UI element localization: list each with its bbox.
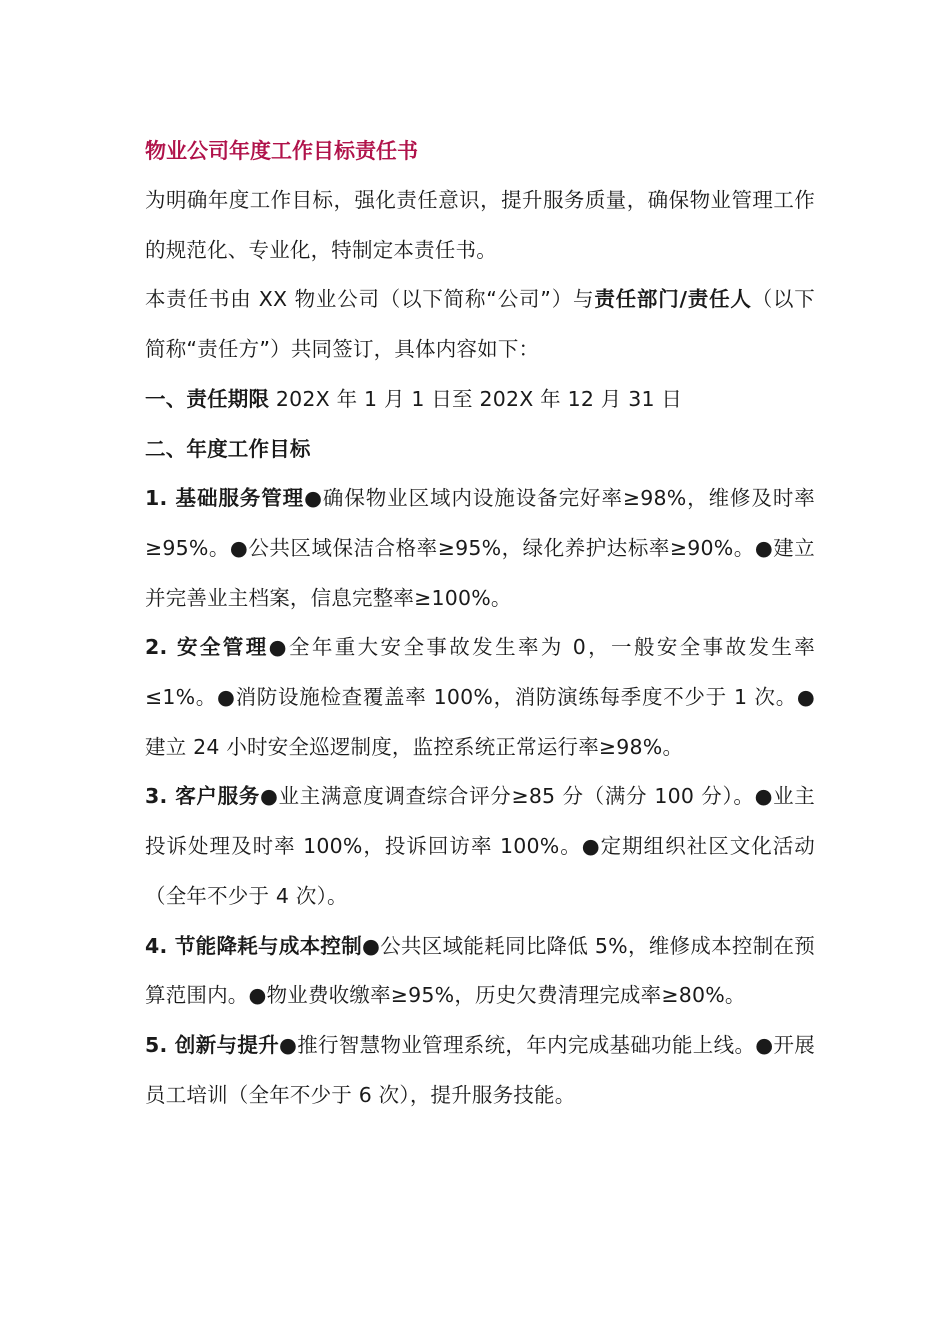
responsible-party: 责任部门/责任人	[594, 287, 752, 312]
goal-item	[145, 1021, 815, 1120]
parties-paragraph	[145, 275, 815, 374]
goal-item-heading: 1. 基础服务管理	[145, 486, 305, 511]
goal-item-text: ●公共区域能耗同比降低 5%，维修成本控制在预算范围内。●物业费收缴率≥95%，历史欠费清理完成率≥80%。	[145, 933, 815, 1008]
intro-paragraph: 为明确年度工作目标，强化责任意识，提升服务质量，确保物业管理工作的规范化、专业化，特制定本责任书。	[145, 188, 815, 262]
goal-item	[145, 772, 815, 921]
document-title: 物业公司年度工作目标责任书	[145, 139, 418, 163]
goal-item-text: ●确保物业区域内设施设备完好率≥98%，维修及时率≥95%。●公共区域保洁合格率≥95%，绿化养护达标率≥90%。●建立并完善业主档案，信息完整率≥100%。	[145, 486, 815, 610]
goal-item	[145, 474, 815, 623]
section-term-text: 202X 年 1 月 1 日至 202X 年 12 月 31 日	[269, 386, 683, 411]
section-goals-heading: 二、年度工作目标	[145, 436, 311, 461]
section-term	[145, 375, 815, 425]
document-page	[145, 127, 815, 1120]
goal-item-heading: 5. 创新与提升	[145, 1032, 280, 1057]
parties-text-post: （以下简称“责任方”）共同签订，具体内容如下：	[145, 287, 815, 362]
goal-item	[145, 623, 815, 772]
goal-item-heading: 3. 客户服务	[145, 784, 260, 809]
goal-item-heading: 2. 安全管理	[145, 635, 269, 660]
goal-item-heading: 4. 节能降耗与成本控制	[145, 933, 363, 958]
section-term-heading: 一、责任期限	[145, 386, 270, 411]
goal-item-text: ●全年重大安全事故发生率为 0，一般安全事故发生率≤1%。●消防设施检查覆盖率 100%，消防演练每季度不少于 1 次。●建立 24 小时安全巡逻制度，监控系统正常运行率≥98%。	[145, 635, 815, 759]
goal-item	[145, 922, 815, 1021]
goal-item-text: ●业主满意度调查综合评分≥85 分（满分 100 分）。●业主投诉处理及时率 100%，投诉回访率 100%。●定期组织社区文化活动（全年不少于 4 次）。	[145, 784, 815, 908]
goal-item-text: ●推行智慧物业管理系统，年内完成基础功能上线。●开展员工培训（全年不少于 6 次），提升服务技能。	[145, 1032, 815, 1107]
parties-text-pre: 本责任书由 XX 物业公司（以下简称“公司”）与	[145, 287, 595, 312]
